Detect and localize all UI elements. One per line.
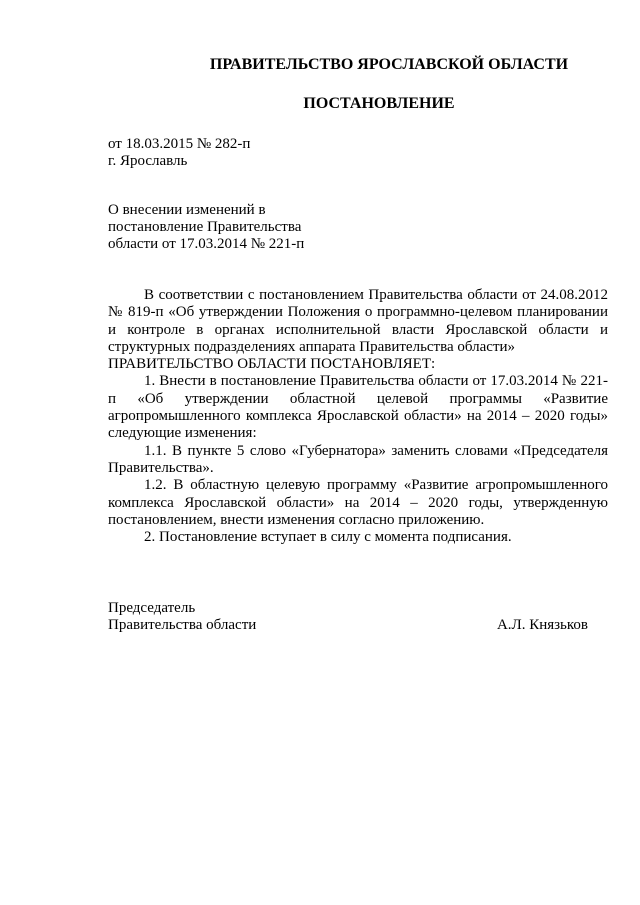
subject-line: О внесении изменений в	[108, 202, 266, 218]
document-type-title: ПОСТАНОВЛЕНИЕ	[303, 95, 455, 112]
signatory-title-line-2: Правительства области	[108, 617, 257, 633]
preamble-paragraph: В соответствии с постановлением Правительства области от 24.08.2012 № 819-п «Об утверждении Положения о программно-целевом планировании и контроле в органах исполнительной власти Ярославской области и структурных подразделениях аппарата Правительства области»	[108, 287, 608, 355]
document-date-number: от 18.03.2015 № 282-п	[108, 136, 251, 152]
item-1-1-paragraph: 1.1. В пункте 5 слово «Губернатора» заменить словами «Председателя Правительства».	[108, 442, 608, 476]
signatory-title-line-1: Председатель	[108, 600, 196, 616]
item-1-2-paragraph: 1.2. В областную целевую программу «Развитие агропромышленного комплекса Ярославской области» на 2014 – 2020 годы, утвержденную постановлением, внести изменения согласно приложению.	[108, 477, 608, 528]
government-name: ПРАВИТЕЛЬСТВО ЯРОСЛАВСКОЙ ОБЛАСТИ	[209, 56, 569, 73]
document-city: г. Ярославль	[108, 153, 188, 169]
signature-block	[108, 600, 588, 634]
item-2-paragraph: 2. Постановление вступает в силу с момента подписания.	[144, 529, 512, 546]
subject-line: постановление Правительства	[108, 219, 302, 235]
item-1-paragraph: 1. Внести в постановление Правительства области от 17.03.2014 № 221-п «Об утверждении областной целевой программы «Развитие агропромышленного комплекса Ярославской области» на 2014 – 2020 годы» следующие изменения:	[108, 373, 608, 442]
resolution-clause: ПРАВИТЕЛЬСТВО ОБЛАСТИ ПОСТАНОВЛЯЕТ:	[108, 356, 436, 373]
subject-line: области от 17.03.2014 № 221-п	[108, 236, 305, 252]
document-body	[108, 287, 608, 546]
document-subject	[108, 202, 328, 253]
signatory-name: А.Л. Князьков	[496, 617, 588, 633]
